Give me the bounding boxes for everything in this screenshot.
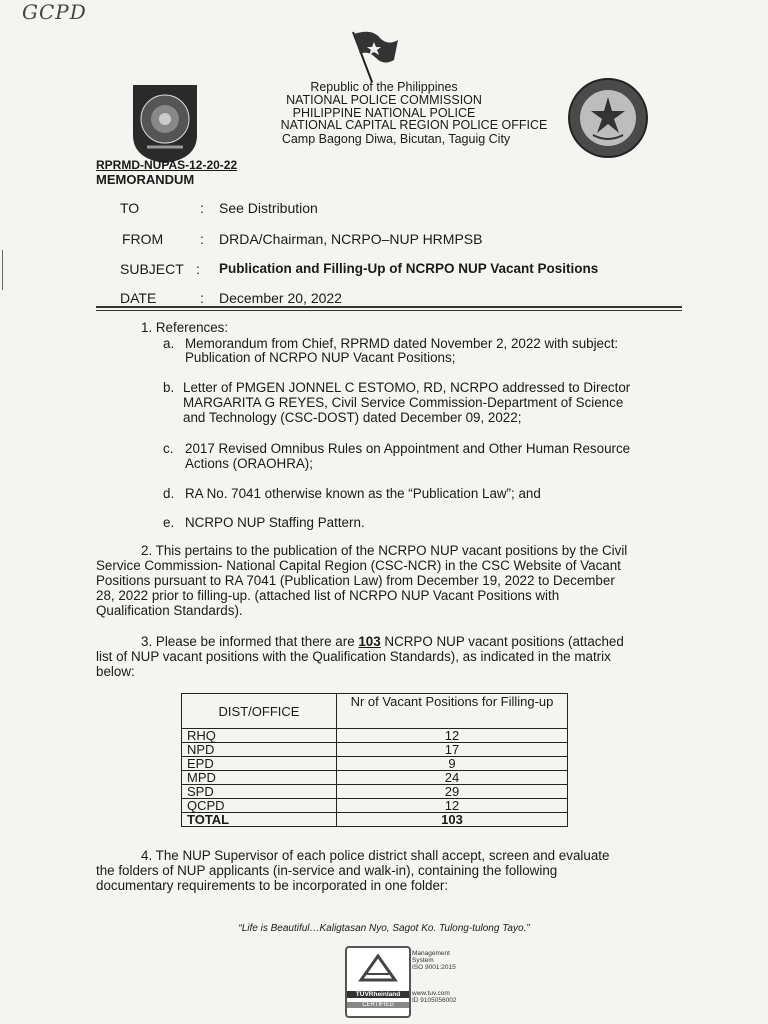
ref-e-line1: NCRPO NUP Staffing Pattern. — [185, 515, 365, 530]
table-row — [182, 757, 568, 771]
cert-line4: www.tuv.com — [412, 990, 450, 997]
count-cell: 12 — [337, 799, 568, 813]
table-header-row — [182, 694, 568, 729]
references-intro: 1. References: — [141, 320, 229, 335]
reference-number: RPRMD-NUPAS-12-20-22 — [96, 158, 238, 172]
cert-line2: System — [412, 957, 434, 964]
from-value: DRDA/Chairman, NCRPO–NUP HRMPSB — [219, 231, 483, 247]
cert-line5: ID 9105056002 — [412, 997, 457, 1004]
table-row — [182, 729, 568, 743]
certified-badge: CERTIFIED — [347, 1002, 409, 1008]
date-label: DATE — [120, 290, 157, 306]
from-label: FROM — [122, 231, 164, 247]
office-cell: QCPD — [182, 799, 337, 813]
ref-a-line2: Publication of NCRPO NUP Vacant Positions; — [185, 350, 456, 365]
total-label-cell: TOTAL — [182, 813, 337, 827]
ref-b-mark: b. — [163, 380, 175, 395]
count-cell: 12 — [337, 729, 568, 743]
para4-line2: the folders of NUP applicants (in-service and walk-in), containing the following — [96, 863, 558, 878]
table-row — [182, 785, 568, 799]
header-line-address: Camp Bagong Diwa, Bicutan, Taguig City — [281, 132, 511, 146]
ref-d-mark: d. — [163, 486, 175, 501]
para3-line2: list of NUP vacant positions with the Qualification Standards), as indicated in the matrix — [96, 649, 611, 664]
ref-c-mark: c. — [163, 441, 174, 456]
para2-line1: 2. This pertains to the publication of the NCRPO NUP vacant positions by the Civil — [141, 543, 628, 558]
ref-a-mark: a. — [163, 336, 175, 351]
cert-line3: ISO 9001:2015 — [412, 964, 456, 971]
para2-line5: Qualification Standards). — [96, 603, 243, 618]
ref-c-line1: 2017 Revised Omnibus Rules on Appointment and Other Human Resource — [185, 441, 631, 456]
table-row — [182, 799, 568, 813]
to-value: See Distribution — [219, 200, 318, 216]
date-value: December 20, 2022 — [219, 290, 342, 306]
divider — [96, 306, 682, 308]
flag-icon — [350, 30, 400, 84]
ref-d-line1: RA No. 7041 otherwise known as the “Publication Law”; and — [185, 486, 541, 501]
table-row — [182, 771, 568, 785]
tuv-brand: TÜVRheinland — [347, 991, 409, 998]
office-cell: NPD — [182, 743, 337, 757]
para4-line3: documentary requirements to be incorporated in one folder: — [96, 878, 449, 893]
tuv-certification-logo — [345, 946, 411, 1018]
office-cell: EPD — [182, 757, 337, 771]
doc-type: MEMORANDUM — [96, 172, 195, 187]
ref-b-line1: Letter of PMGEN JONNEL C ESTOMO, RD, NCRPO addressed to Director — [183, 380, 631, 395]
header-line-ncrpo: NATIONAL CAPITAL REGION POLICE OFFICE — [280, 118, 548, 132]
para2-line3: Positions pursuant to RA 7041 (Publication Law) from December 19, 2022 to December — [96, 573, 615, 588]
subject-colon: : — [196, 261, 200, 277]
date-colon: : — [200, 290, 204, 306]
to-colon: : — [200, 200, 204, 216]
cert-line1: Management — [412, 950, 450, 957]
handwritten-note: GCPD — [22, 0, 87, 24]
ref-e-mark: e. — [163, 515, 175, 530]
subject-label: SUBJECT — [120, 261, 184, 277]
scan-artifact — [2, 250, 3, 290]
count-cell: 9 — [337, 757, 568, 771]
para3-line1: 3. Please be informed that there are 103 NCRPO NUP vacant positions (attached — [141, 634, 624, 649]
header-line-republic: Republic of the Philippines — [310, 80, 458, 94]
total-value-cell: 103 — [337, 813, 568, 827]
para2-line4: 28, 2022 prior to filling-up. (attached list of NCRPO NUP Vacant Positions with — [96, 588, 560, 603]
vacancy-matrix-table — [181, 693, 568, 827]
para2-line2: Service Commission- National Capital Region (CSC-NCR) in the CSC Website of Vacant — [96, 558, 621, 573]
header-line-napolcom: NATIONAL POLICE COMMISSION — [286, 93, 482, 107]
to-label: TO — [120, 200, 140, 216]
ref-a-line1: Memorandum from Chief, RPRMD dated November 2, 2022 with subject: — [185, 336, 619, 351]
col-header-vacancies: Nr of Vacant Positions for Filling-up — [337, 694, 568, 729]
office-cell: MPD — [182, 771, 337, 785]
para3-line3: below: — [96, 664, 135, 679]
count-cell: 29 — [337, 785, 568, 799]
motto: “Life is Beautiful…Kaligtasan Nyo, Sagot Ko. Tulong-tulong Tayo.” — [238, 923, 530, 934]
header-line-pnp: PHILIPPINE NATIONAL POLICE — [292, 106, 476, 120]
col-header-office: DIST/OFFICE — [182, 694, 337, 729]
para4-line1: 4. The NUP Supervisor of each police district shall accept, screen and evaluate — [141, 848, 610, 863]
divider — [96, 310, 682, 311]
table-total-row — [182, 813, 568, 827]
count-cell: 24 — [337, 771, 568, 785]
office-cell: RHQ — [182, 729, 337, 743]
count-cell: 17 — [337, 743, 568, 757]
ref-b-line2: MARGARITA G REYES, Civil Service Commission-Department of Science — [183, 395, 624, 410]
table-row — [182, 743, 568, 757]
from-colon: : — [200, 231, 204, 247]
subject-value: Publication and Filling-Up of NCRPO NUP Vacant Positions — [219, 261, 599, 276]
office-cell: SPD — [182, 785, 337, 799]
vacant-total-highlight: 103 — [358, 634, 381, 649]
ref-c-line2: Actions (ORAOHRA); — [185, 456, 313, 471]
triangle-icon — [347, 948, 409, 986]
ref-b-line3: and Technology (CSC-DOST) dated December 09, 2022; — [183, 410, 522, 425]
